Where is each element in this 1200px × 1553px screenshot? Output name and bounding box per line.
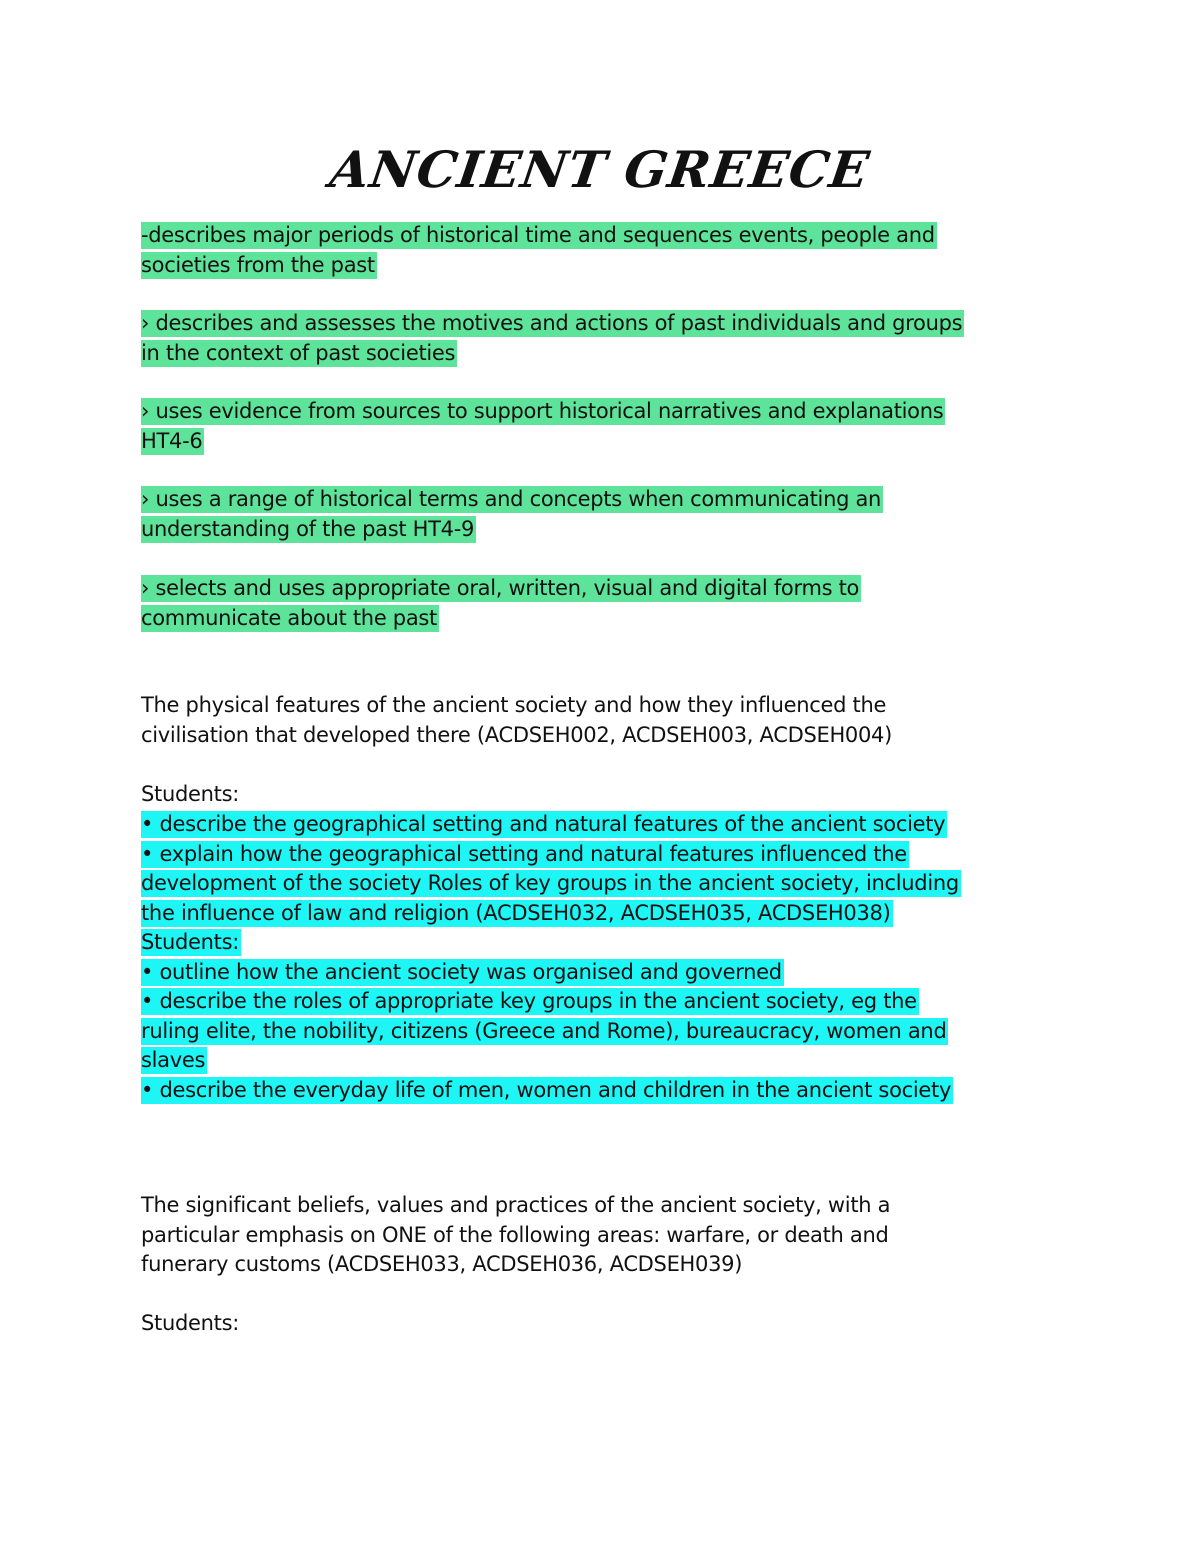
content-line: • describe the everyday life of men, women and children in the ancient society — [141, 1077, 952, 1102]
outcome-line: in the context of past societies — [141, 340, 456, 365]
content-line: • explain how the geographical setting and natural features influenced the — [141, 841, 907, 866]
outcome-line: › describes and assesses the motives and actions of past individuals and groups — [141, 311, 963, 335]
section1-students-label: Students: — [141, 782, 239, 806]
section2-heading: The significant beliefs, values and practices of the ancient society, with a particular emphasis on ONE of the following areas: warfare, or death and funerary customs (ACDSEH033, ACDSEH036, ACDSEH039) — [141, 1193, 891, 1276]
outcome-line: understanding of the past HT4-9 — [141, 516, 475, 541]
outcome-item — [141, 221, 1066, 280]
page-title: ANCIENT GREECE — [326, 140, 874, 199]
content-line: • outline how the ancient society was organised and governed — [141, 959, 782, 984]
content-line: development of the society Roles of key groups in the ancient society, including — [141, 871, 959, 895]
content-line: slaves — [141, 1048, 206, 1072]
outcome-line: › uses a range of historical terms and concepts when communicating an — [141, 487, 882, 511]
content-line: • describe the roles of appropriate key groups in the ancient society, eg the — [141, 989, 917, 1013]
section1-highlighted-content — [141, 810, 1066, 1105]
content-line: ruling elite, the nobility, citizens (Greece and Rome), bureaucracy, women and — [141, 1018, 947, 1043]
outcome-item — [141, 397, 1066, 456]
outcome-item — [141, 309, 1066, 368]
section1-heading: The physical features of the ancient society and how they influenced the civilisation that developed there (ACDSEH002, ACDSEH003, ACDSEH004) — [141, 693, 893, 747]
outcome-line: -describes major periods of historical time and sequences events, people and — [141, 223, 935, 247]
outcome-item — [141, 574, 1066, 633]
outcome-line: societies from the past — [141, 252, 375, 277]
outcome-item — [141, 485, 1066, 544]
content-line: • describe the geographical setting and natural features of the ancient society — [141, 812, 946, 836]
content-line: Students: — [141, 930, 239, 954]
outcome-line: › uses evidence from sources to support historical narratives and explanations — [141, 399, 944, 423]
outcome-line: communicate about the past — [141, 605, 437, 630]
section2-students-label: Students: — [141, 1311, 239, 1335]
outcome-line: HT4-6 — [141, 428, 203, 453]
outcome-line: › selects and uses appropriate oral, written, visual and digital forms to — [141, 576, 860, 600]
content-line: the influence of law and religion (ACDSEH032, ACDSEH035, ACDSEH038) — [141, 900, 891, 925]
